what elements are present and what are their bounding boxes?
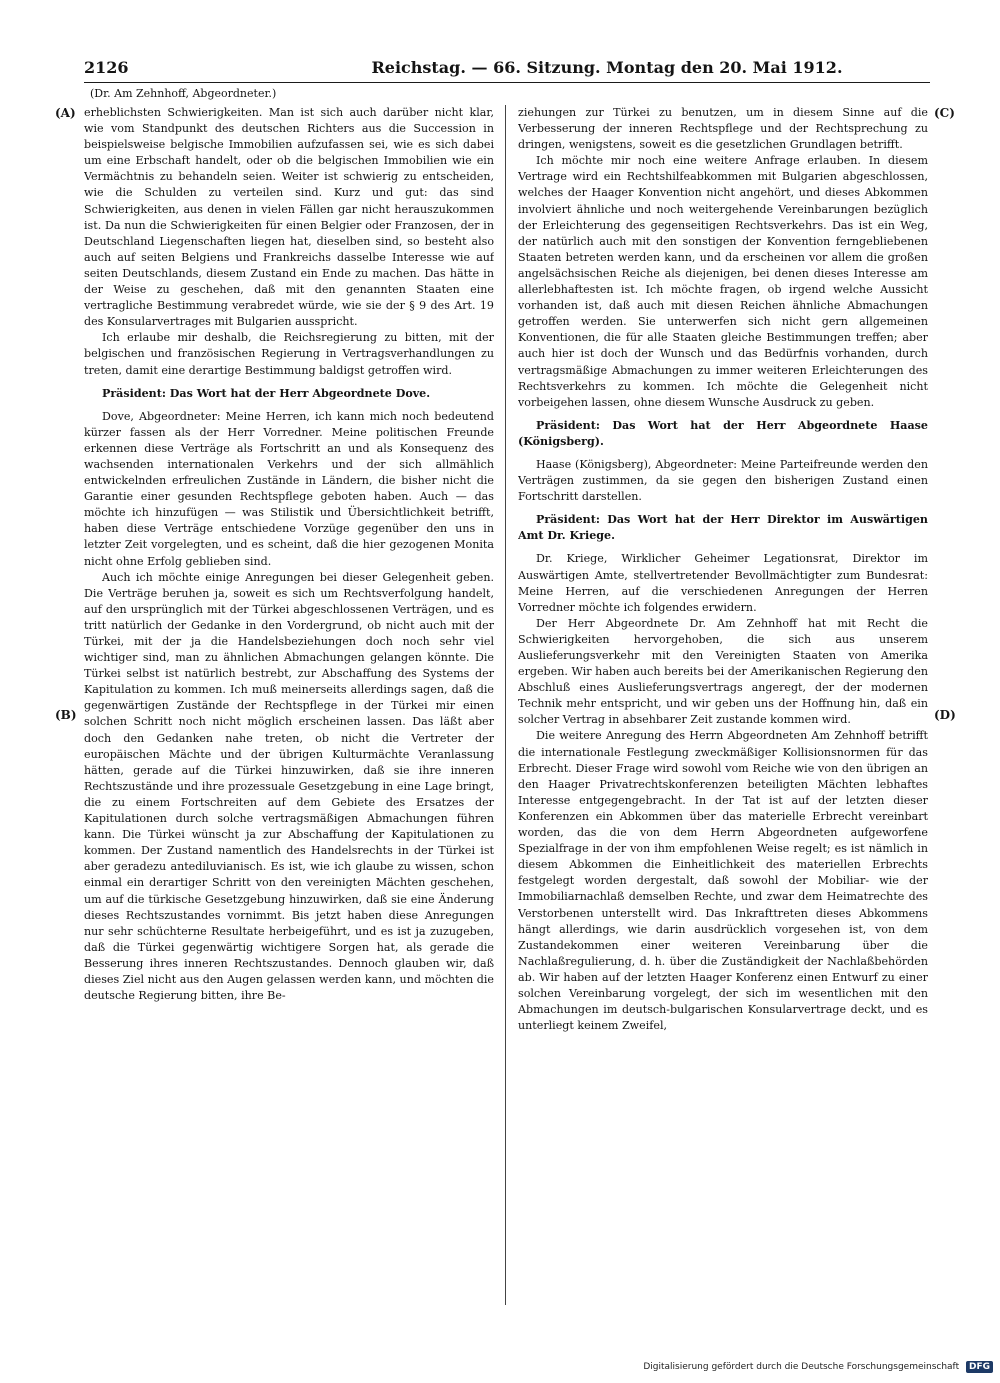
paragraph: Dove, Abgeordneter: Meine Herren, ich kann mich noch bedeutend kürzer fassen als der Herr Vorredner. Meine politischen Freunde erkennen diese Verträge als Fortschritt an und als Konsequenz des wachsenden internationalen Verkehrs und der sich allmählich entwickelnden erfreulichen Zustände in Ländern, die bisher nicht die Garantie einer gesunden Rechtspflege geboten haben. Auch — das möchte ich hinzufügen — was Stilistik und Übersichtlichkeit betrifft, haben diese Verträge entschiedene Vorzüge gegenüber den uns in letzter Zeit vorgelegten, und es scheint, daß die hier gezogenen Monita nicht ohne Erfolg geblieben sind. (84, 409, 494, 568)
paragraph: Ich erlaube mir deshalb, die Reichsregierung zu bitten, mit der belgischen und französischen Regierung in Vertragsverhandlungen zu treten, damit eine derartige Bestimmung baldigst getroffen wird. (84, 331, 494, 377)
running-header (84, 56, 930, 83)
dfg-logo: DFG (966, 1361, 993, 1373)
paragraph: Auch ich möchte einige Anregungen bei dieser Gelegenheit geben. Die Verträge beruhen ja, soweit es sich um Rechtsverfolgung handelt, auf den ursprünglich mit der Türkei abgeschlossenen Verträgen, und es tritt natürlich der Gedanke in den Vordergrund, ob nicht auch mit der Türkei, mit der ja die Handelsbeziehungen doch noch sehr viel wichtiger sind, man zu ähnlichen Abmachungen gelangen könnte. Die Türkei selbst ist natürlich bestrebt, zur Abschaffung des Systems der Kapitulation zu kommen. Ich muß meinerseits allerdings sagen, daß die gegenwärtigen Zustände der Rechtspflege in der Türkei mir einen solchen Schritt noch nicht möglich erscheinen lassen. Das läßt aber doch den Gedanken nahe treten, ob nicht die Vertreter der europäischen Mächte und der übrigen Kulturmächte Veranlassung hätten, gerade auf die Türkei hinzuwirken, daß sie ihre inneren Rechtszustände und ihre prozessuale Gesetzgebung in eine Lage bringt, die zu einem Fortschreiten auf dem Gebiete des Ersatzes der Kapitulationen durch solche vertragsmäßigen Abmachungen führen kann. Die Türkei wünscht ja zur Abschaffung der Kapitulationen zu kommen. Der Zustand namentlich des Handelsrechts in der Türkei ist aber geradezu antediluvianisch. Es ist, wie ich glaube zu wissen, schon einmal ein derartiger Schritt von den vereinigten Mächten geschehen, um auf die türkische Gesetzgebung hinzuwirken, daß sie eine Änderung dieses Rechtszustandes vornimmt. Bis jetzt haben diese Anregungen nur sehr schüchterne Resultate herbeigeführt, und es ist ja zuzugeben, daß die Türkei gegenwärtig wichtigere Sorgen hat, als gerade die Besserung ihres inneren Rechtszustandes. Dennoch glauben wir, daß dieses Ziel nicht aus den Augen gelassen werden kann, und möchten die deutsche Regierung bitten, ihre Be- (84, 570, 494, 1003)
footer (600, 1361, 993, 1377)
page-number: 2126 (84, 58, 129, 77)
column-divider (505, 105, 506, 1305)
president-remark: Präsident: Das Wort hat der Herr Direktor im Auswärtigen Amt Dr. Kriege. (518, 513, 928, 543)
margin-mark-c: (C) (934, 106, 955, 120)
running-title: Reichstag. — 66. Sitzung. Montag den 20. Mai 1912. (371, 58, 843, 77)
paragraph: Haase (Königsberg), Abgeordneter: Meine Parteifreunde werden den Verträgen zustimmen, da sie gegen den bisherigen Zustand einen Fortschritt darstellen. (518, 457, 928, 504)
paragraph: erheblichsten Schwierigkeiten. Man ist sich auch darüber nicht klar, wie vom Standpunkt des deutschen Richters aus die Succession in beispielsweise belgische Immobilien aufzufassen sei, wie es sich dabei um eine Erbschaft handelt, oder ob die belgischen Immobilien wie ein Vermächtnis zu behandeln seien. Weiter ist schwierig zu entscheiden, wie die Schulden zu verteilen sind. Kurz und gut: das sind Schwierigkeiten, aus denen in vielen Fällen gar nicht herauszukommen ist. Da nun die Schwierigkeiten für einen Belgier oder Franzosen, der in Deutschland Liegenschaften liegen hat, dieselben sind, so besteht also auch auf seiten Belgiens und Frankreichs dasselbe Interesse wie auf seiten Deutschlands, diesem Zustand ein Ende zu machen. Das hätte in der Weise zu geschehen, daß mit den genannten Staaten eine vertragliche Bestimmung verabredet würde, wie sie der § 9 des Art. 19 des Konsularvertrages mit Bulgarien ausspricht. (84, 106, 494, 329)
paragraph: Dr. Kriege, Wirklicher Geheimer Legationsrat, Direktor im Auswärtigen Amte, stellvertretender Bevollmächtigter zum Bundesrat: Meine Herren, auf die verschiedenen Anregungen der Herren Vorredner möchte ich folgendes erwidern. (518, 552, 928, 614)
president-remark: Präsident: Das Wort hat der Herr Abgeordnete Dove. (102, 386, 431, 400)
margin-mark-b: (B) (55, 708, 77, 722)
speaker-note: (Dr. Am Zehnhoff, Abgeordneter.) (90, 87, 277, 100)
paragraph: Der Herr Abgeordnete Dr. Am Zehnhoff hat mit Recht die Schwierigkeiten hervorgehoben, die sich aus unserem Auslieferungsverkehr mit den Vereinigten Staaten von Amerika ergeben. Wir haben auch bereits bei der Amerikanischen Regierung den Abschluß eines Auslieferungsvertrags angeregt, der der modernen Technik mehr entspricht, und wir geben uns der Hoffnung hin, daß ein solcher Vertrag in absehbarer Zeit zustande kommen wird. (518, 616, 928, 727)
president-remark: Präsident: Das Wort hat der Herr Abgeordnete Haase (Königsberg). (518, 418, 928, 448)
paragraph: Ich möchte mir noch eine weitere Anfrage erlauben. In diesem Vertrage wird ein Rechtshilfeabkommen mit Bulgarien abgeschlossen, welches der Haager Konvention nicht angehört, und dieses Abkommen involviert ähnliche und noch weitergehende Vereinbarungen bezüglich der Erleichterung des gegenseitigen Rechtsverkehrs. Das ist ein Weg, der natürlich auch mit den sonstigen der Konvention ferngebliebenen Staaten betreten werden kann, und da erscheinen vor allem die großen angelsächsischen Reiche als diejenigen, bei denen dieses Interesse am allerlebhaftesten ist. Ich möchte fragen, ob irgend welche Aussicht vorhanden ist, daß auch mit diesen Reichen ähnliche Abmachungen getroffen werden. Sie unterwerfen sich nicht gern allgemeinen Konventionen, die für alle Staaten gleiche Bestimmungen treffen; aber auch hier ist doch der Wunsch und das Bedürfnis vorhanden, durch vertragsmäßige Abmachungen zu immer weiteren Erleichterungen des Rechtsverkehrs zu kommen. Ich möchte die Gelegenheit nicht vorbeigehen lassen, ohne diesem Wunsche Ausdruck zu geben. (518, 154, 928, 409)
paragraph: Die weitere Anregung des Herrn Abgeordneten Am Zehnhoff betrifft die internationale Festlegung zweckmäßiger Kollisionsnormen für das Erbrecht. Dieser Frage wird sowohl vom Reiche wie von den übrigen an den Haager Privatrechtskonferenzen beteiligten Mächten lebhaftes Interesse entgegengebracht. In der Tat ist auf der letzten dieser Konferenzen ein Abkommen über das materielle Erbrecht vereinbart worden, das die von dem Herrn Abgeordneten aufgeworfene Spezialfrage in der von ihm empfohlenen Weise regelt; es ist nämlich in diesem Abkommen die Einheitlichkeit des materiellen Erbrechts festgelegt worden dergestalt, daß sowohl der Mobiliar- wie der Immobiliarnachlaß demselben Rechte, und zwar dem Heimatrechte des Verstorbenen unterstellt wird. Das Inkrafttreten dieses Abkommens hängt allerdings, wie darin ausdrücklich vorgesehen ist, von dem Zustandekommen einer weiteren Vereinbarung über die Nachlaßregulierung, d. h. über die Zuständigkeit der Nachlaßbehörden ab. Wir haben auf der letzten Haager Konferenz einen Entwurf zu einer solchen Vereinbarung vorgelegt, der sich im wesentlichen mit den Abmachungen im deutsch-bulgarischen Konsularvertrage deckt, und es unterliegt keinem Zweifel, (518, 729, 928, 1033)
left-column (84, 105, 494, 1305)
margin-mark-d: (D) (934, 708, 956, 722)
right-column (518, 105, 928, 1305)
paragraph: ziehungen zur Türkei zu benutzen, um in diesem Sinne auf die Verbesserung der inneren Rechtspflege und der Rechtsprechung zu dringen, wenigstens, soweit es die gesetzlichen Grundlagen betrifft. (518, 106, 928, 152)
margin-mark-a: (A) (55, 106, 76, 120)
footer-text: Digitalisierung gefördert durch die Deutsche Forschungsgemeinschaft (643, 1362, 960, 1372)
